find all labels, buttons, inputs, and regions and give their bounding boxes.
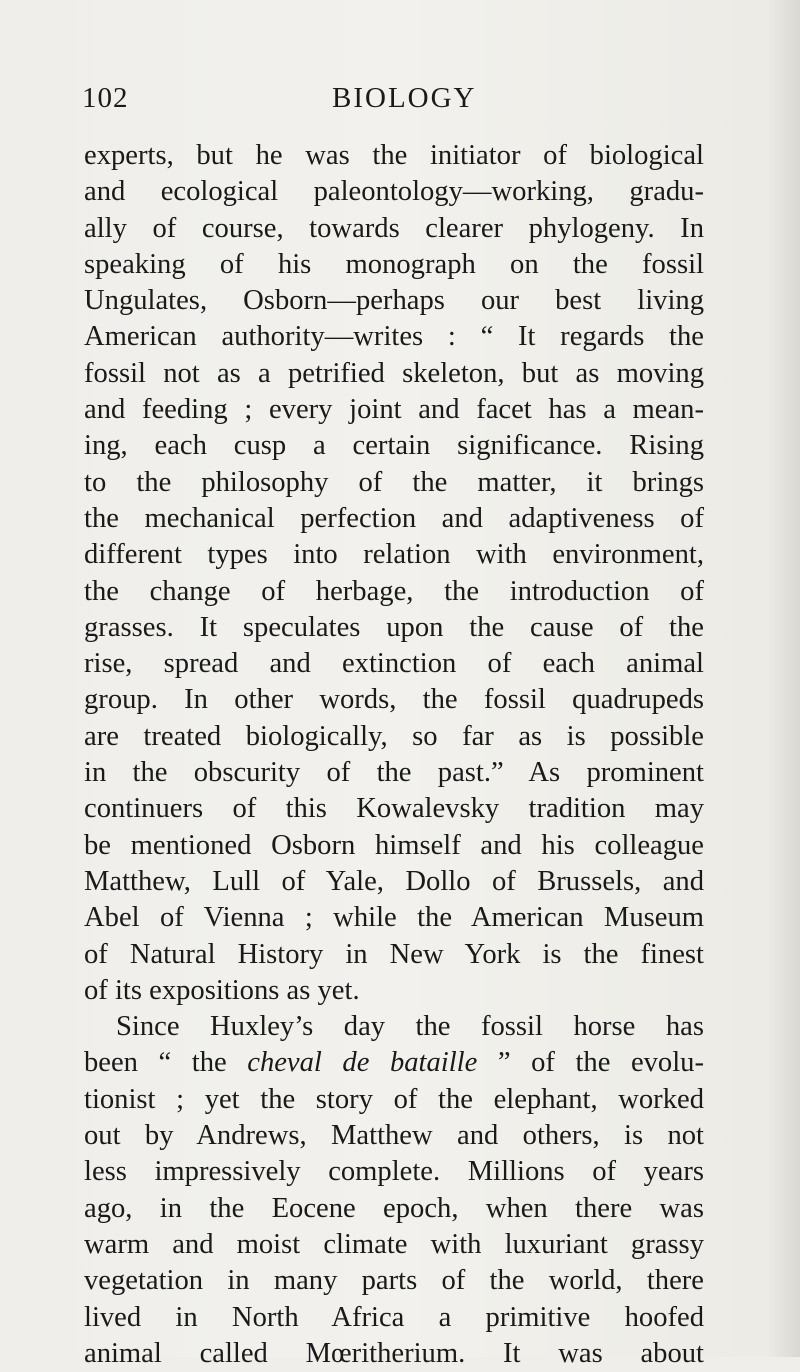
- text-line-with-italic: [84, 1045, 704, 1081]
- text-line: the change of herbage, the introduction of: [84, 575, 704, 607]
- text-line: and feeding ; every joint and facet has a mean-: [84, 394, 704, 426]
- text-line: lived in North Africa a primitive hoofed: [84, 1301, 704, 1333]
- text-segment: ” of the evolu-: [477, 1047, 704, 1079]
- page-number: 102: [82, 82, 129, 114]
- body-text: [84, 138, 704, 1372]
- text-line: vegetation in many parts of the world, there: [84, 1265, 704, 1297]
- text-line: in the obscurity of the past.” As prominent: [84, 757, 704, 789]
- text-line: be mentioned Osborn himself and his colleague: [84, 829, 704, 861]
- text-line: different types into relation with environment,: [84, 539, 704, 571]
- text-line: ago, in the Eocene epoch, when there was: [84, 1192, 704, 1224]
- text-line: of its expositions as yet.: [84, 974, 360, 1006]
- text-segment: been “ the: [84, 1047, 248, 1079]
- text-line: grasses. It speculates upon the cause of the: [84, 611, 704, 643]
- text-line: experts, but he was the initiator of biological: [84, 140, 704, 171]
- text-line: of Natural History in New York is the finest: [84, 938, 704, 970]
- paragraph-start-line: Since Huxley’s day the fossil horse has: [116, 1011, 704, 1043]
- text-line: fossil not as a petrified skeleton, but as moving: [84, 357, 704, 389]
- text-line: and ecological paleontology—working, gradu-: [84, 176, 704, 208]
- text-line: to the philosophy of the matter, it brings: [84, 466, 704, 498]
- text-line: ing, each cusp a certain significance. Rising: [84, 430, 704, 462]
- text-line: continuers of this Kowalevsky tradition may: [84, 793, 704, 825]
- text-line: out by Andrews, Matthew and others, is not: [84, 1120, 704, 1152]
- text-line: are treated biologically, so far as is possible: [84, 720, 704, 752]
- text-line: Ungulates, Osborn—perhaps our best living: [84, 285, 704, 317]
- text-line: animal called Mœritherium. It was about: [84, 1337, 704, 1369]
- text-line: warm and moist climate with luxuriant grassy: [84, 1228, 704, 1260]
- text-line: group. In other words, the fossil quadrupeds: [84, 684, 704, 716]
- text-line: Abel of Vienna ; while the American Museum: [84, 902, 704, 934]
- running-head: [82, 82, 712, 122]
- text-line: Matthew, Lull of Yale, Dollo of Brussels, and: [84, 865, 704, 897]
- text-line: ally of course, towards clearer phylogeny. In: [84, 212, 704, 244]
- running-title: BIOLOGY: [332, 82, 477, 114]
- text-line: the mechanical perfection and adaptiveness of: [84, 502, 704, 534]
- text-line: speaking of his monograph on the fossil: [84, 248, 704, 280]
- text-line: American authority—writes : “ It regards the: [84, 321, 704, 353]
- text-line: less impressively complete. Millions of years: [84, 1156, 704, 1188]
- text-line: tionist ; yet the story of the elephant, worked: [84, 1083, 704, 1115]
- text-line: rise, spread and extinction of each animal: [84, 648, 704, 680]
- italic-phrase: cheval de bataille: [247, 1047, 478, 1079]
